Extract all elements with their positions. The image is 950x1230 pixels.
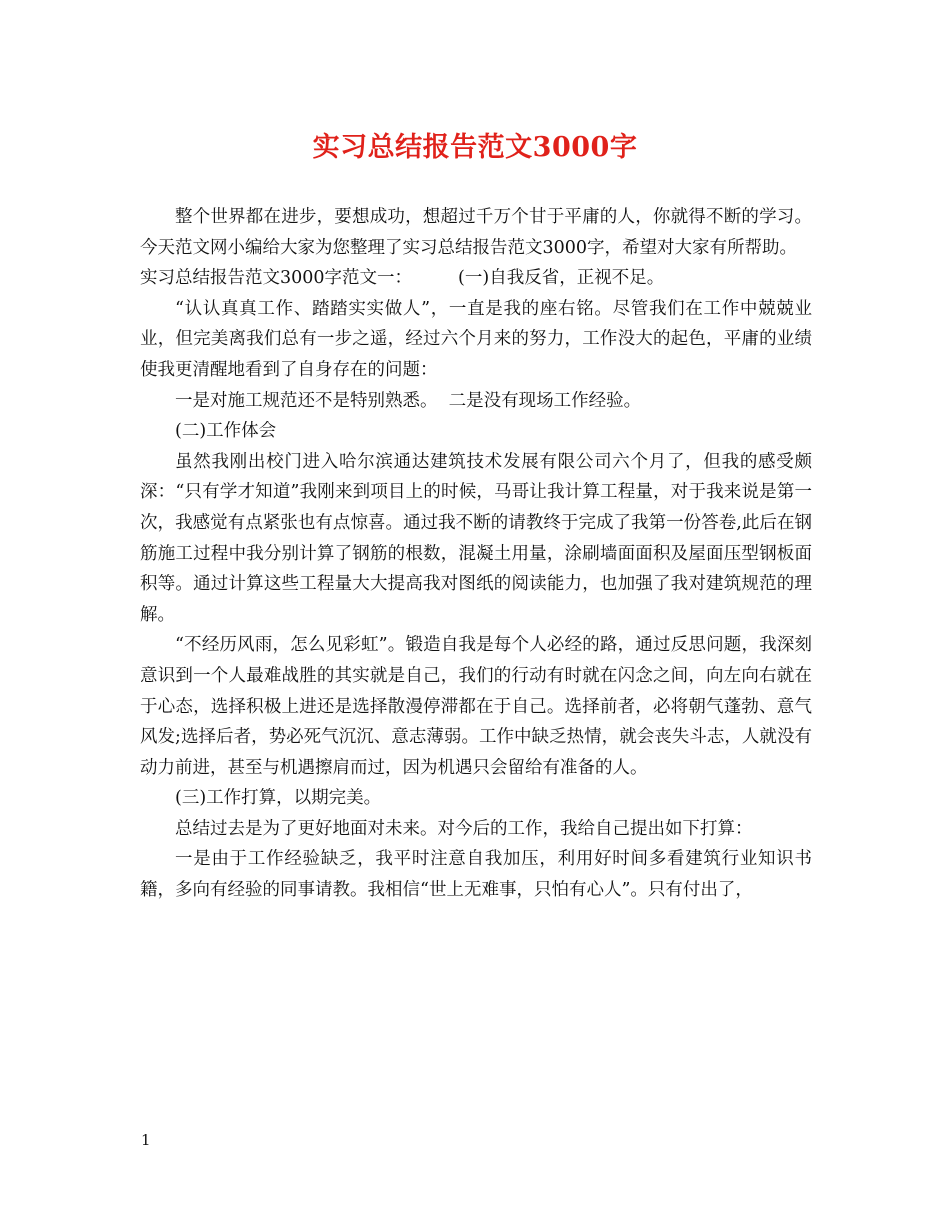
document-body — [140, 202, 812, 906]
section-label-line — [140, 263, 812, 294]
issue-1: 一是对施工规范还不是特别熟悉。 — [175, 390, 438, 411]
page-number: 1 — [141, 1131, 151, 1149]
document-title: 实习总结报告范文3000字 — [312, 132, 638, 163]
section-heading-2: (二)工作体会 — [175, 421, 277, 442]
section-heading-3: (三)工作打算，以期完美。 — [175, 788, 382, 809]
issues-line — [140, 386, 812, 417]
intro-paragraph: 整个世界都在进步，要想成功，想超过千万个甘于平庸的人，你就得不断的学习。今天范文网小编给大家为您整理了实习总结报告范文3000字，希望对大家有所帮助。 — [140, 207, 812, 258]
paragraph-2: 虽然我刚出校门进入哈尔滨通达建筑技术发展有限公司六个月了，但我的感受颇深：“只有学才知道”我刚来到项目上的时候，马哥让我计算工程量，对于我来说是第一次，我感觉有点紧张也有点惊喜。通过我不断的请教终于完成了我第一份答卷,此后在钢筋施工过程中我分别计算了钢筋的根数，混凝土用量，涂刷墙面面积及屋面压型钢板面积等。通过计算这些工程量大大提高我对图纸的阅读能力，也加强了我对建筑规范的理解。 — [140, 451, 812, 625]
section-label: 实习总结报告范文3000字范文一： — [140, 268, 413, 289]
paragraph-4: 总结过去是为了更好地面对未来。对今后的工作，我给自己提出如下打算： — [175, 818, 753, 839]
paragraph-1: “认认真真工作、踏踏实实做人”，一直是我的座右铭。尽管我们在工作中兢兢业业，但完美离我们总有一步之遥，经过六个月来的努力，工作没大的起色，平庸的业绩使我更清醒地看到了自身存在的问题： — [140, 298, 812, 380]
section-heading-1: (一)自我反省，正视不足。 — [458, 268, 665, 289]
paragraph-3: “不经历风雨，怎么见彩虹”。锻造自我是每个人必经的路，通过反思问题，我深刻意识到一个人最难战胜的其实就是自己，我们的行动有时就在闪念之间，向左向右就在于心态，选择积极上进还是选择散漫停滞都在于自己。选择前者，必将朝气蓬勃、意气风发;选择后者，势必死气沉沉、意志薄弱。工作中缺乏热情，就会丧失斗志，人就没有动力前进，甚至与机遇擦肩而过，因为机遇只会留给有准备的人。 — [140, 635, 812, 778]
paragraph-5: 一是由于工作经验缺乏，我平时注意自我加压，利用好时间多看建筑行业知识书籍，多向有经验的同事请教。我相信“世上无难事，只怕有心人”。只有付出了， — [140, 849, 812, 901]
issue-2: 二是没有现场工作经验。 — [448, 390, 642, 411]
